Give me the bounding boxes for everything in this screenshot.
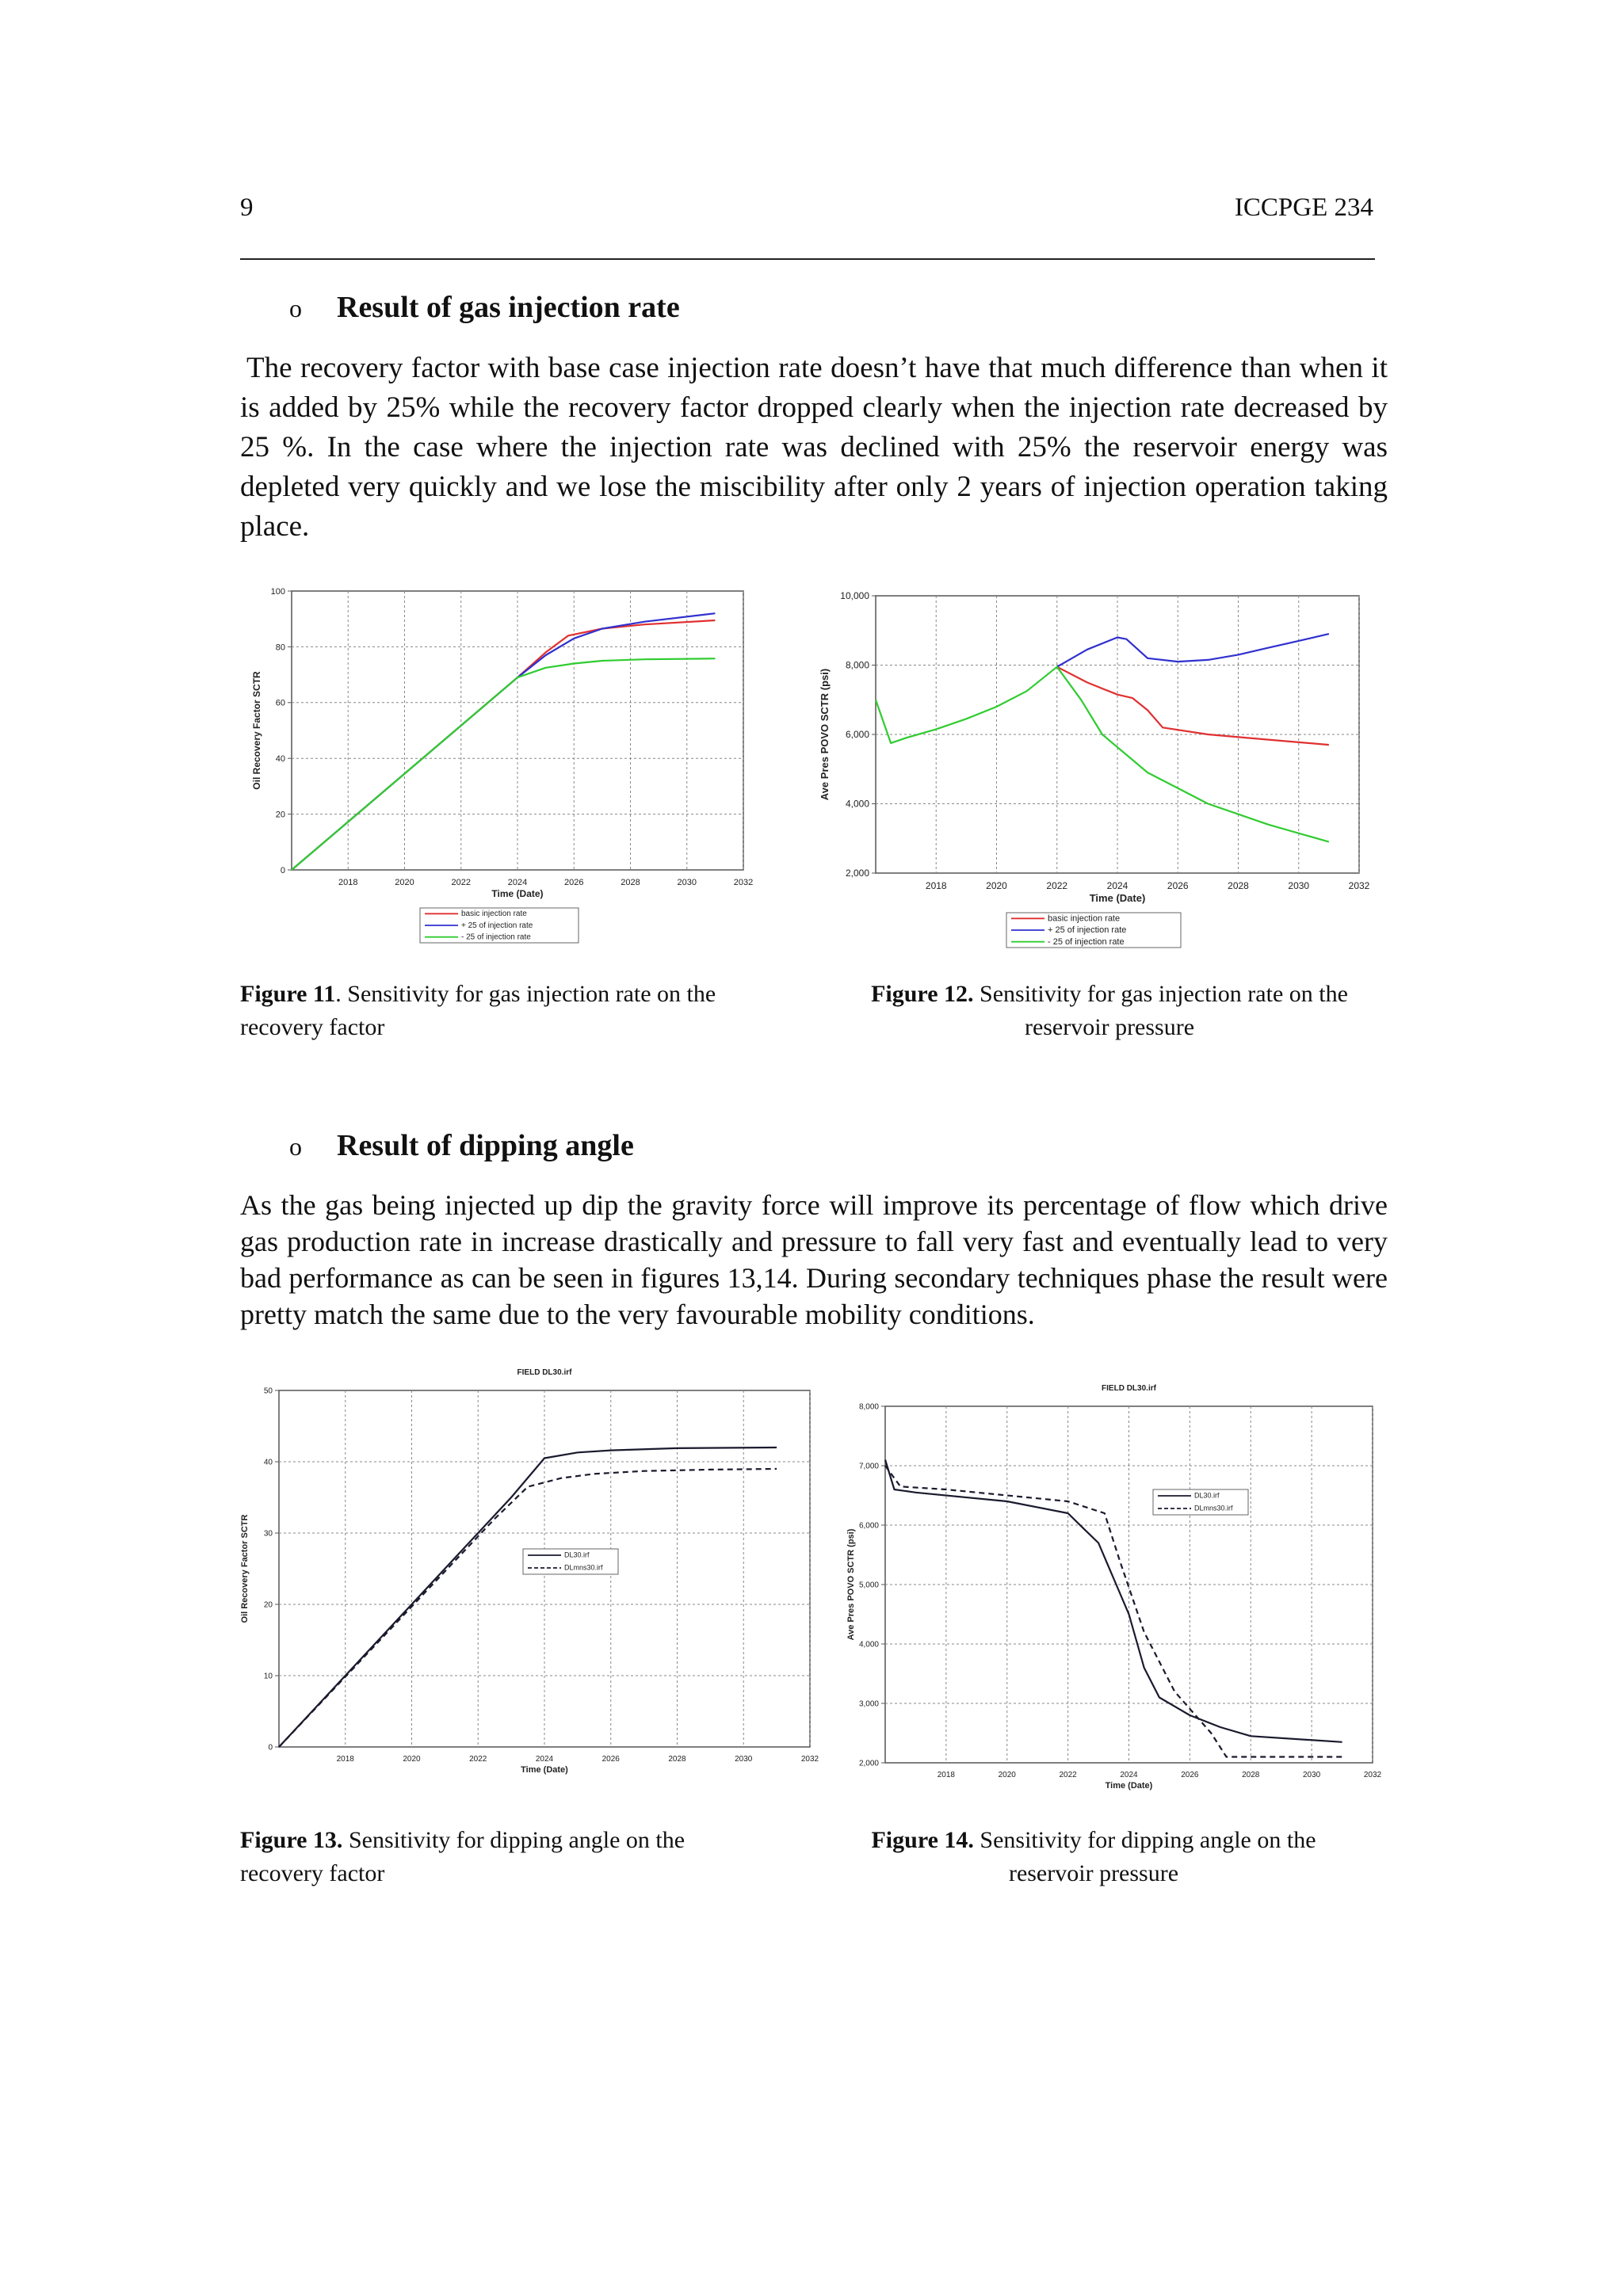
y-tick-label: 5,000	[858, 1581, 879, 1590]
legend-label: basic injection rate	[1048, 913, 1121, 924]
legend-label: DLmns30.irf	[564, 1563, 603, 1572]
section-title: Result of dipping angle	[337, 1129, 634, 1162]
y-tick-label: 10,000	[840, 590, 869, 602]
x-tick-label: 2018	[338, 878, 358, 887]
chart-fig13	[242, 1359, 820, 1806]
chart-fig14	[836, 1367, 1391, 1806]
caption-text: . Sensitivity for gas injection rate on the recovery factor	[240, 981, 716, 1040]
caption-label: Figure 12.	[871, 981, 974, 1007]
conference-id: ICCPGE 234	[1234, 193, 1373, 222]
x-tick-label: 2020	[403, 1755, 421, 1764]
x-tick-label: 2026	[1167, 880, 1189, 891]
y-tick-label: 50	[263, 1386, 273, 1396]
y-tick-label: 80	[275, 643, 285, 653]
legend-label: - 25 of injection rate	[1048, 936, 1125, 947]
x-axis-label: Time (Date)	[521, 1765, 568, 1775]
x-tick-label: 2028	[668, 1755, 686, 1764]
paragraph-injection-rate: The recovery factor with base case injection rate doesn’t have that much difference than when it is added by 25% while the recovery factor dropped clearly when the injection rate decreased by 25 %. In the case where the injection rate was declined with 25% the reservoir energy was depleted very quickly and we lose the miscibility after only 2 years of injection operation taking place.	[240, 352, 1388, 543]
y-tick-label: 3,000	[858, 1699, 879, 1709]
chart-fig12	[808, 578, 1379, 959]
x-tick-label: 2030	[677, 878, 697, 887]
caption-fig11	[240, 978, 731, 1044]
y-tick-label: 100	[270, 586, 285, 597]
x-tick-label: 2030	[735, 1755, 753, 1764]
y-tick-label: 8,000	[858, 1402, 879, 1412]
caption-fig13	[240, 1824, 731, 1890]
x-tick-label: 2024	[535, 1755, 554, 1764]
section-title: Result of gas injection rate	[337, 291, 680, 324]
y-tick-label: 10	[263, 1672, 273, 1681]
y-axis-label: Ave Pres POVO SCTR (psi)	[846, 1528, 856, 1641]
x-tick-label: 2030	[1303, 1771, 1321, 1779]
x-tick-label: 2032	[733, 878, 754, 887]
page-header	[240, 193, 1373, 225]
y-tick-label: 40	[275, 754, 285, 765]
y-tick-label: 6,000	[858, 1521, 879, 1531]
chart-fig11	[242, 577, 781, 957]
y-tick-label: 6,000	[845, 729, 869, 741]
bullet-icon: o	[289, 1132, 302, 1161]
x-tick-label: 2030	[1288, 880, 1310, 891]
y-tick-label: 7,000	[858, 1462, 879, 1471]
legend-label: DL30.irf	[564, 1550, 590, 1559]
y-tick-label: 4,000	[858, 1640, 879, 1650]
section-heading-dipping-angle	[289, 1128, 634, 1163]
x-tick-label: 2026	[564, 878, 584, 887]
x-tick-label: 2022	[1046, 880, 1068, 891]
x-tick-label: 2018	[336, 1755, 354, 1764]
x-tick-label: 2024	[507, 878, 528, 887]
y-tick-label: 0	[280, 865, 285, 875]
chart-title: FIELD DL30.irf	[1102, 1384, 1156, 1393]
x-tick-label: 2026	[601, 1755, 620, 1764]
chart-title: FIELD DL30.irf	[517, 1368, 572, 1377]
caption-label: Figure 11	[240, 981, 336, 1007]
y-tick-label: 2,000	[845, 868, 869, 879]
x-tick-label: 2032	[1348, 880, 1370, 891]
x-tick-label: 2028	[1242, 1771, 1260, 1779]
y-tick-label: 8,000	[845, 659, 869, 671]
x-tick-label: 2032	[800, 1755, 819, 1764]
section-heading-injection-rate	[289, 290, 680, 325]
x-axis-label: Time (Date)	[1105, 1781, 1153, 1791]
page-number: 9	[240, 193, 254, 222]
x-tick-label: 2020	[998, 1771, 1016, 1779]
x-tick-label: 2024	[1106, 880, 1128, 891]
y-tick-label: 60	[275, 698, 285, 708]
legend-label: - 25 of injection rate	[461, 933, 531, 942]
caption-text: Sensitivity for gas injection rate on the reservoir pressure	[973, 981, 1348, 1040]
legend-label: + 25 of injection rate	[461, 921, 533, 930]
x-tick-label: 2018	[937, 1771, 955, 1779]
x-axis-label: Time (Date)	[491, 888, 544, 899]
x-tick-label: 2018	[925, 880, 947, 891]
y-axis-label: Oil Recovery Factor SCTR	[240, 1514, 250, 1623]
caption-label: Figure 13.	[240, 1827, 343, 1853]
legend-label: DL30.irf	[1194, 1491, 1220, 1500]
x-tick-label: 2028	[1228, 880, 1249, 891]
y-tick-label: 20	[275, 810, 285, 820]
caption-fig12	[836, 978, 1383, 1044]
x-tick-label: 2022	[451, 878, 471, 887]
x-tick-label: 2020	[986, 880, 1007, 891]
caption-text: Sensitivity for dipping angle on the reservoir pressure	[973, 1827, 1316, 1886]
x-tick-label: 2020	[395, 878, 414, 887]
legend-label: basic injection rate	[461, 910, 527, 919]
y-tick-label: 20	[263, 1600, 273, 1610]
caption-fig14	[868, 1824, 1319, 1890]
caption-text: Sensitivity for dipping angle on the recovery factor	[240, 1827, 685, 1886]
x-tick-label: 2032	[1363, 1771, 1382, 1779]
y-tick-label: 30	[263, 1529, 273, 1539]
y-axis-label: Ave Pres POVO SCTR (psi)	[819, 668, 831, 801]
y-tick-label: 40	[263, 1458, 273, 1467]
header-rule	[240, 258, 1375, 260]
x-tick-label: 2024	[1120, 1771, 1138, 1779]
x-tick-label: 2022	[469, 1755, 487, 1764]
x-tick-label: 2026	[1181, 1771, 1199, 1779]
bullet-icon: o	[289, 294, 302, 322]
legend-label: DLmns30.irf	[1194, 1504, 1233, 1512]
x-tick-label: 2022	[1059, 1771, 1077, 1779]
paragraph-dipping-angle: As the gas being injected up dip the gravity force will improve its percentage of flow which drive gas production rate in increase drastically and pressure to fall very fast and eventually lead to very bad performance as can be seen in figures 13,14. During secondary techniques phase the result were pretty match the same due to the very favourable mobility conditions.	[240, 1189, 1388, 1330]
y-tick-label: 0	[268, 1743, 273, 1753]
y-tick-label: 4,000	[845, 798, 869, 810]
y-tick-label: 2,000	[858, 1759, 879, 1768]
caption-label: Figure 14.	[871, 1827, 974, 1853]
y-axis-label: Oil Recovery Factor SCTR	[251, 671, 262, 790]
legend-label: + 25 of injection rate	[1048, 925, 1127, 936]
x-tick-label: 2028	[621, 878, 640, 887]
x-axis-label: Time (Date)	[1089, 892, 1146, 904]
